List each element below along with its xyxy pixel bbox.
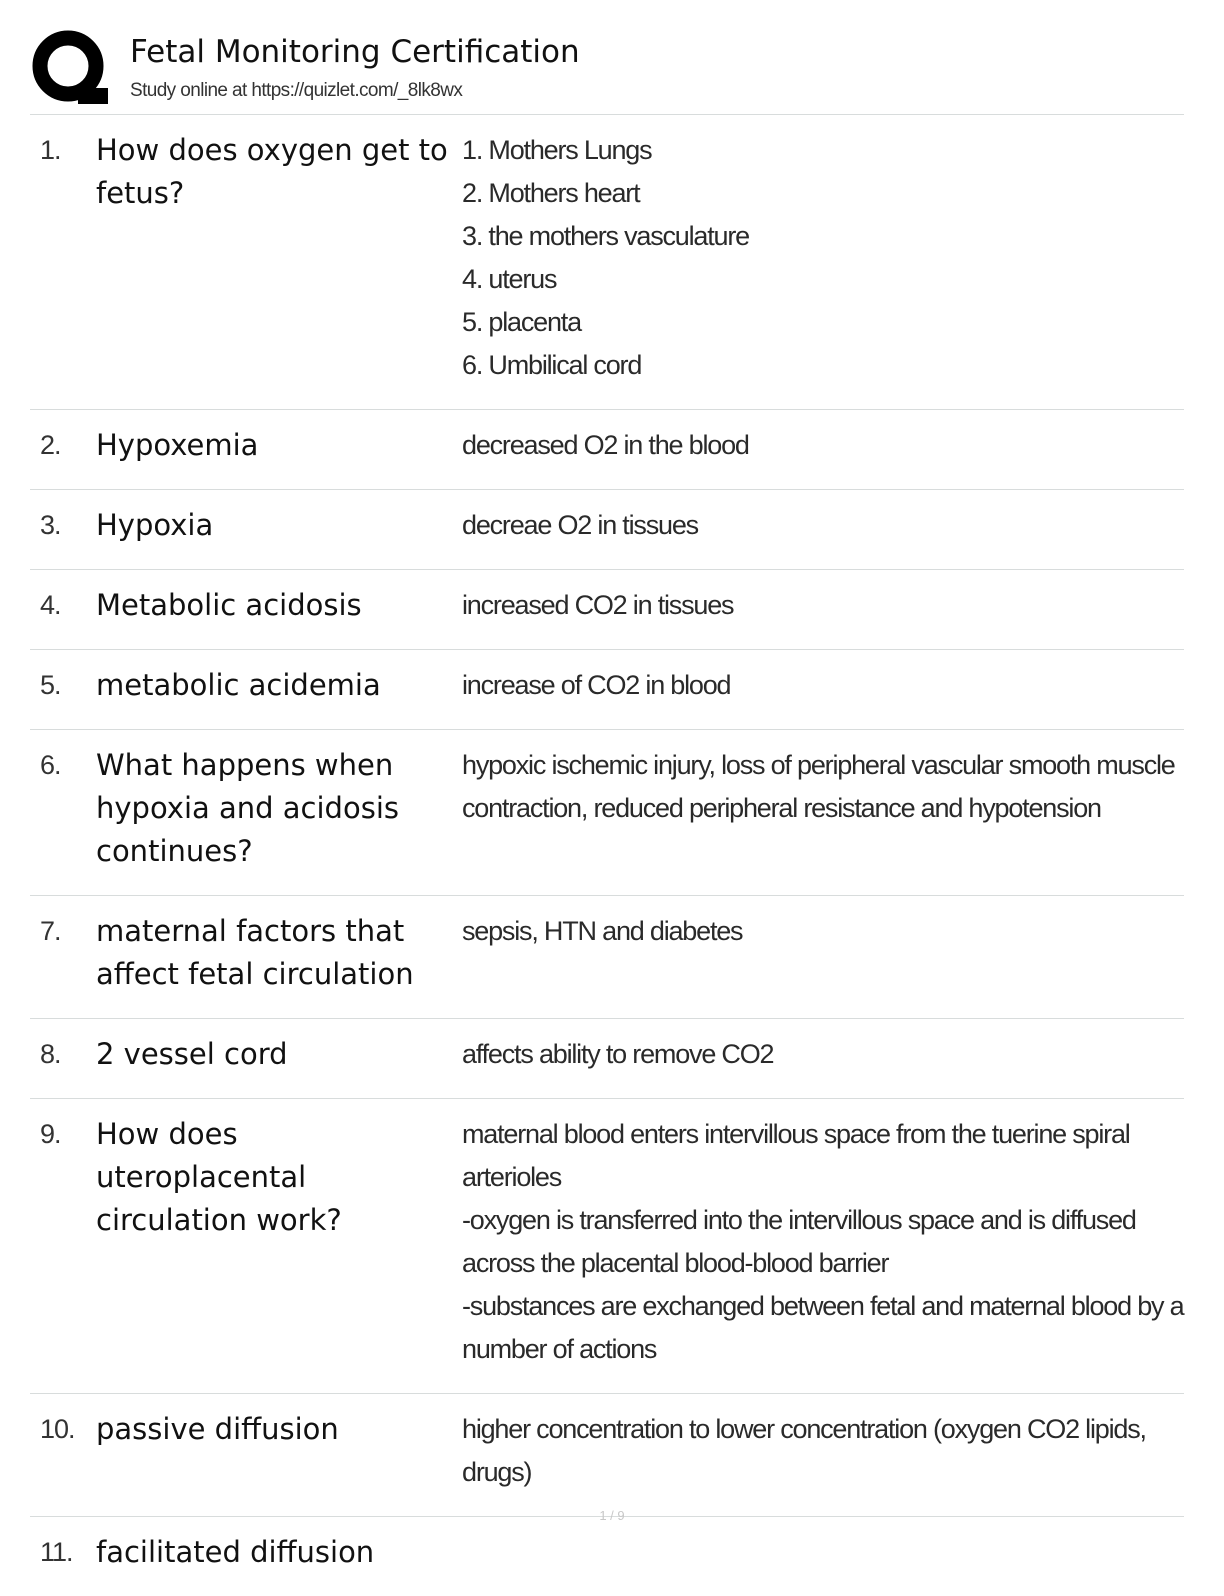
- card-number: 9.: [40, 1119, 61, 1149]
- flashcard-row: [30, 1517, 1184, 1596]
- card-term: What happens when hypoxia and acidosis continues?: [96, 748, 399, 868]
- definition-line: increase of CO2 in blood: [462, 670, 731, 700]
- card-term: metabolic acidemia: [96, 668, 381, 702]
- definition-line: 4. uterus: [462, 264, 557, 294]
- card-term: 2 vessel cord: [96, 1037, 288, 1071]
- page-number: 1 / 9: [599, 1508, 625, 1523]
- quizlet-q-logo-icon: [32, 30, 108, 106]
- card-definition: [462, 1408, 1184, 1494]
- flashcard-row: [30, 730, 1184, 896]
- flashcard-row: [30, 650, 1184, 730]
- definition-line: 1. Mothers Lungs: [462, 135, 652, 165]
- card-definition: [462, 664, 1184, 707]
- card-term: Metabolic acidosis: [96, 588, 362, 622]
- definition-line: 6. Umbilical cord: [462, 350, 642, 380]
- study-link[interactable]: Study online at https://quizlet.com/_8lk8wx: [130, 80, 463, 101]
- card-definition: [462, 584, 1184, 627]
- card-number: 2.: [40, 430, 61, 460]
- card-term: maternal factors that affect fetal circulation: [96, 914, 414, 991]
- definition-line: 2. Mothers heart: [462, 178, 640, 208]
- card-definition: [462, 504, 1184, 547]
- card-number: 3.: [40, 510, 61, 540]
- definition-line: 5. placenta: [462, 307, 581, 337]
- card-number: 10.: [40, 1414, 75, 1444]
- set-title: Fetal Monitoring Certification: [130, 34, 580, 70]
- card-term: facilitated diffusion: [96, 1535, 375, 1569]
- flashcard-row: [30, 1394, 1184, 1517]
- card-term: How does oxygen get to fetus?: [96, 133, 448, 210]
- flashcard-row: [30, 1019, 1184, 1099]
- card-definition: [462, 744, 1184, 873]
- flashcard-row: [30, 115, 1184, 410]
- flashcard-row: [30, 490, 1184, 570]
- definition-line: 3. the mothers vasculature: [462, 221, 749, 251]
- card-term: passive diffusion: [96, 1412, 339, 1446]
- definition-line: hypoxic ischemic injury, loss of peripheral vascular smooth muscle contraction, reduced peripheral resistance and hypotension: [462, 750, 1175, 823]
- definition-line: -oxygen is transferred into the intervillous space and is diffused across the placental blood-blood barrier: [462, 1205, 1136, 1278]
- card-number: 5.: [40, 670, 61, 700]
- flashcard-row: [30, 896, 1184, 1019]
- card-term: Hypoxemia: [96, 428, 259, 462]
- definition-line: higher concentration to lower concentration (oxygen CO2 lipids, drugs): [462, 1414, 1146, 1487]
- card-definition: [462, 1531, 1184, 1574]
- definition-line: affects ability to remove CO2: [462, 1039, 774, 1069]
- definition-line: increased CO2 in tissues: [462, 590, 734, 620]
- card-number: 7.: [40, 916, 61, 946]
- card-number: 6.: [40, 750, 61, 780]
- card-definition: [462, 424, 1184, 467]
- definition-line: decreased O2 in the blood: [462, 430, 749, 460]
- card-definition: [462, 910, 1184, 996]
- card-number: 11.: [40, 1537, 73, 1567]
- card-term: Hypoxia: [96, 508, 214, 542]
- flashcard-list: [30, 115, 1184, 1596]
- definition-line: sepsis, HTN and diabetes: [462, 916, 743, 946]
- card-number: 4.: [40, 590, 61, 620]
- card-number: 1.: [40, 135, 61, 165]
- card-definition: [462, 1033, 1184, 1076]
- card-definition: [462, 129, 1184, 387]
- flashcard-row: [30, 570, 1184, 650]
- definition-line: decreae O2 in tissues: [462, 510, 698, 540]
- flashcard-row: [30, 1099, 1184, 1394]
- definition-line: -substances are exchanged between fetal and maternal blood by a number of actions: [462, 1291, 1184, 1364]
- definition-line: maternal blood enters intervillous space from the tuerine spiral arterioles: [462, 1119, 1130, 1192]
- page-header: [30, 28, 1184, 115]
- card-number: 8.: [40, 1039, 61, 1069]
- flashcard-row: [30, 410, 1184, 490]
- card-definition: [462, 1113, 1184, 1371]
- card-term: How does uteroplacental circulation work?: [96, 1117, 342, 1237]
